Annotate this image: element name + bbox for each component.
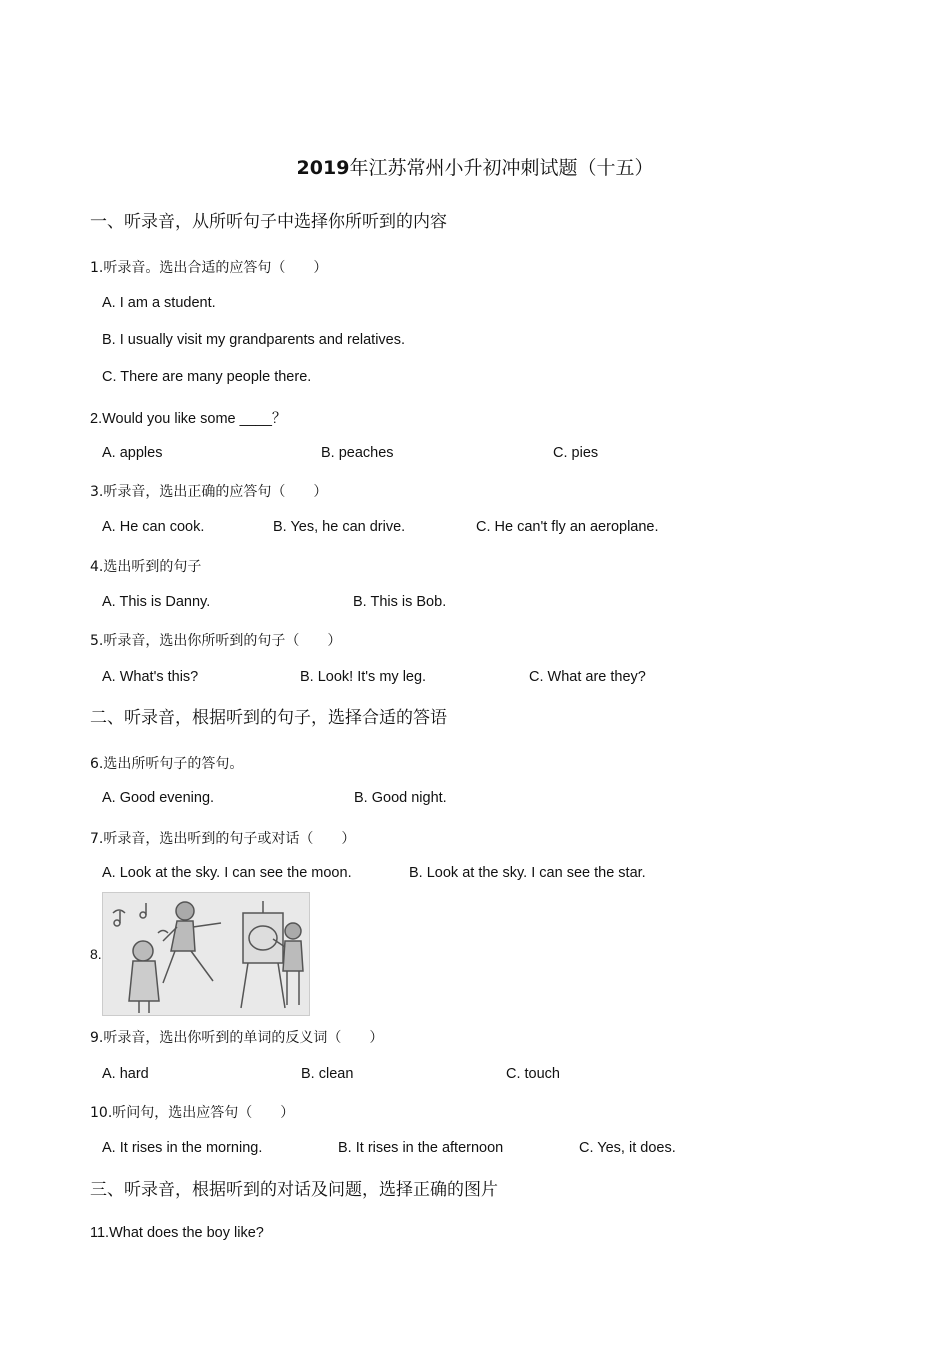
- question-2: 2.Would you like some ____？: [90, 411, 287, 427]
- q4-option-a: A. This is Danny.: [102, 594, 211, 610]
- question-3: 3.听录音，选出正确的应答句（ ）: [90, 484, 328, 500]
- q10-option-c: C. Yes, it does.: [579, 1140, 676, 1156]
- question-11: 11.What does the boy like?: [90, 1225, 264, 1241]
- title-year: 2019: [296, 157, 350, 179]
- q9-option-a: A. hard: [102, 1066, 149, 1082]
- question-6: 6.选出所听句子的答句。: [90, 756, 244, 772]
- section-2-heading: 二、听录音，根据听到的句子，选择合适的答语: [90, 708, 447, 728]
- q6-option-b: B. Good night.: [354, 790, 447, 806]
- question-9: 9.听录音，选出你听到的单词的反义词（ ）: [90, 1030, 384, 1046]
- q1-option-c: C. There are many people there.: [102, 369, 312, 385]
- question-8: 8.: [90, 946, 102, 962]
- question-4: 4.选出听到的句子: [90, 559, 202, 575]
- q10-option-a: A. It rises in the morning.: [102, 1140, 263, 1156]
- q2-option-c: C. pies: [553, 445, 599, 461]
- q2-option-a: A. apples: [102, 445, 163, 461]
- section-3-heading: 三、听录音，根据听到的对话及问题，选择正确的图片: [90, 1180, 498, 1200]
- q8-illustration: [102, 892, 310, 1016]
- q5-option-c: C. What are they?: [529, 669, 646, 685]
- q7-option-a: A. Look at the sky. I can see the moon.: [102, 865, 352, 881]
- q2-option-b: B. peaches: [321, 445, 394, 461]
- question-10: 10.听问句，选出应答句（ ）: [90, 1105, 295, 1121]
- question-1: 1.听录音。选出合适的应答句（ ）: [90, 260, 328, 276]
- q7-option-b: B. Look at the sky. I can see the star.: [409, 865, 646, 881]
- q1-option-b: B. I usually visit my grandparents and relatives.: [102, 332, 406, 348]
- page-title: [0, 153, 950, 180]
- question-5: 5.听录音，选出你所听到的句子（ ）: [90, 633, 342, 649]
- q3-option-a: A. He can cook.: [102, 519, 205, 535]
- question-7: 7.听录音，选出听到的句子或对话（ ）: [90, 831, 356, 847]
- q10-option-b: B. It rises in the afternoon: [338, 1140, 504, 1156]
- q4-option-b: B. This is Bob.: [353, 594, 447, 610]
- q9-option-b: B. clean: [301, 1066, 354, 1082]
- q1-option-a: A. I am a student.: [102, 295, 216, 311]
- q5-option-a: A. What's this?: [102, 669, 199, 685]
- section-1-heading: 一、听录音，从所听句子中选择你所听到的内容: [90, 212, 447, 232]
- q3-option-b: B. Yes, he can drive.: [273, 519, 406, 535]
- q6-option-a: A. Good evening.: [102, 790, 215, 806]
- q5-option-b: B. Look! It's my leg.: [300, 669, 427, 685]
- q9-option-c: C. touch: [506, 1066, 560, 1082]
- title-text: 年江苏常州小升初冲刺试题（十五）: [349, 157, 654, 179]
- q8-illustration-drawing: [103, 893, 309, 1015]
- q3-option-c: C. He can't fly an aeroplane.: [476, 519, 659, 535]
